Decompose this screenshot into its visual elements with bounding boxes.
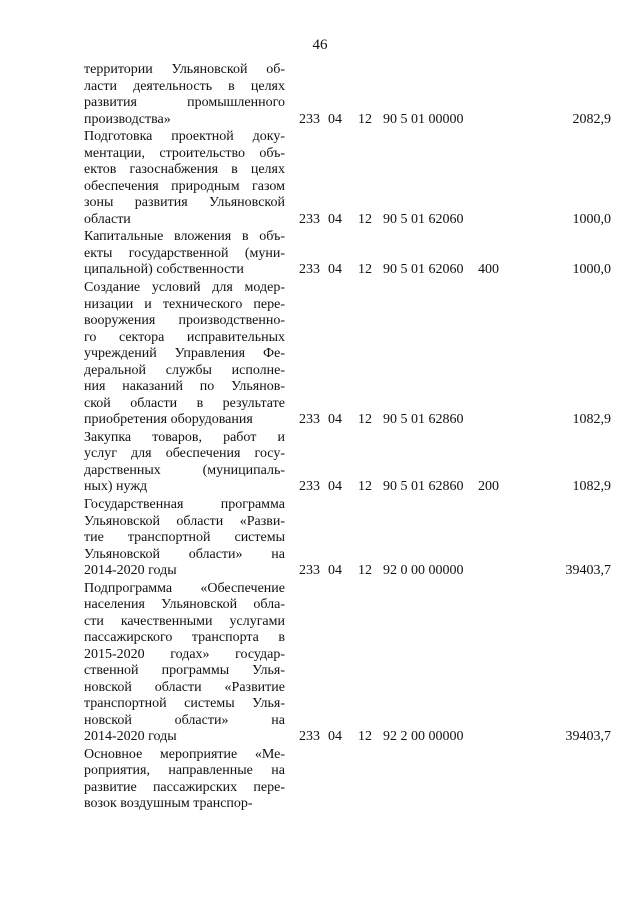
description-line: ственной программы Улья- — [84, 663, 285, 679]
amount-value: 1000,0 — [572, 262, 611, 278]
description-line: ласти деятельность в целях — [84, 78, 285, 94]
description-line: Ульяновской области» на — [84, 546, 285, 562]
description-line: развития промышленного — [84, 95, 285, 110]
amount-value: 39403,7 — [565, 563, 611, 578]
ministry-code: 233 — [299, 211, 320, 227]
description-line: Подготовка проектной доку- — [84, 129, 285, 145]
description-line: ных) нужд — [84, 479, 148, 495]
row-description — [84, 280, 285, 429]
target-article-code: 92 2 00 00000 — [383, 729, 464, 745]
section-code: 04 — [328, 479, 342, 495]
target-article-code: 90 5 01 62860 — [383, 412, 464, 428]
description-line: новской области «Развитие — [84, 679, 285, 695]
section-code: 04 — [328, 412, 342, 428]
description-line: Основное мероприятие «Ме- — [84, 746, 285, 762]
description-line: производства» — [84, 111, 171, 127]
description-line: ментации, строительство объ- — [84, 145, 285, 161]
target-article-code: 90 5 01 62060 — [383, 262, 464, 278]
description-line: Закупка товаров, работ и — [84, 429, 285, 445]
description-line: вооружения производственно- — [84, 313, 285, 329]
description-line: ской области в результате — [84, 395, 285, 411]
ministry-code: 233 — [299, 563, 320, 578]
description-line: деральной службы исполне- — [84, 362, 285, 378]
description-line: ния наказаний по Ульянов- — [84, 379, 285, 395]
amount-value: 39403,7 — [565, 729, 611, 745]
target-article-code: 90 5 01 62860 — [383, 479, 464, 495]
description-line: 2014-2020 годы — [84, 729, 177, 745]
target-article-code: 90 5 01 62060 — [383, 211, 464, 227]
description-line: низации и технического пере- — [84, 296, 285, 312]
description-line: пассажирского транспорта в — [84, 630, 285, 646]
description-line: 2015-2020 годах» государ- — [84, 646, 285, 662]
description-line: Государственная программа — [84, 497, 285, 512]
section-code: 04 — [328, 262, 342, 278]
description-line: Капитальные вложения в объ- — [84, 229, 285, 245]
section-code: 04 — [328, 729, 342, 745]
ministry-code: 233 — [299, 729, 320, 745]
row-description — [84, 581, 285, 746]
description-line: ципальной) собственности — [84, 262, 244, 278]
expense-type-code: 200 — [478, 479, 499, 495]
description-line: возок воздушным транспор- — [84, 796, 253, 812]
amount-value: 2082,9 — [572, 111, 611, 127]
subsection-code: 12 — [358, 479, 372, 495]
description-line: услуг для обеспечения госу- — [84, 446, 285, 462]
description-line: дарственных (муниципаль- — [84, 462, 285, 478]
description-line: го сектора исправительных — [84, 329, 285, 345]
section-code: 04 — [328, 211, 342, 227]
subsection-code: 12 — [358, 563, 372, 578]
description-line: Ульяновской области «Разви- — [84, 513, 285, 529]
description-line: учреждений Управления Фе- — [84, 346, 285, 362]
ministry-code: 233 — [299, 412, 320, 428]
section-code: 04 — [328, 563, 342, 578]
description-line: 2014-2020 годы — [84, 563, 177, 578]
row-description — [84, 497, 285, 580]
description-line: тие транспортной системы — [84, 530, 285, 545]
amount-value: 1082,9 — [572, 479, 611, 495]
amount-value: 1000,0 — [572, 211, 611, 227]
description-line: обеспечения природным газом — [84, 178, 285, 194]
description-line: транспортной системы Улья- — [84, 696, 285, 712]
subsection-code: 12 — [358, 262, 372, 278]
description-line: новской области» на — [84, 712, 285, 728]
row-description — [84, 430, 285, 496]
description-line: зоны развития Ульяновской — [84, 195, 285, 211]
description-line: ектов газоснабжения в целях — [84, 162, 285, 178]
target-article-code: 92 0 00 00000 — [383, 563, 464, 578]
section-code: 04 — [328, 111, 342, 127]
amount-value: 1082,9 — [572, 412, 611, 428]
page-number: 46 — [312, 37, 328, 53]
description-line: территории Ульяновской об- — [84, 62, 285, 77]
subsection-code: 12 — [358, 412, 372, 428]
row-description — [84, 129, 285, 228]
ministry-code: 233 — [299, 479, 320, 495]
description-line: приобретения оборудования — [84, 412, 253, 428]
description-line: екты государственной (муни- — [84, 245, 285, 261]
description-line: области — [84, 211, 131, 227]
ministry-code: 233 — [299, 262, 320, 278]
subsection-code: 12 — [358, 729, 372, 745]
row-description — [84, 747, 285, 813]
row-description — [84, 229, 285, 279]
subsection-code: 12 — [358, 111, 372, 127]
target-article-code: 90 5 01 00000 — [383, 111, 464, 127]
description-line: Создание условий для модер- — [84, 280, 285, 296]
description-line: развитие пассажирских пере- — [84, 779, 285, 795]
expense-type-code: 400 — [478, 262, 499, 278]
subsection-code: 12 — [358, 211, 372, 227]
description-line: роприятия, направленные на — [84, 763, 285, 779]
row-description — [84, 62, 285, 128]
description-line: населения Ульяновской обла- — [84, 597, 285, 613]
description-line: сти качественными услугами — [84, 613, 285, 629]
ministry-code: 233 — [299, 111, 320, 127]
description-line: Подпрограмма «Обеспечение — [84, 580, 285, 596]
